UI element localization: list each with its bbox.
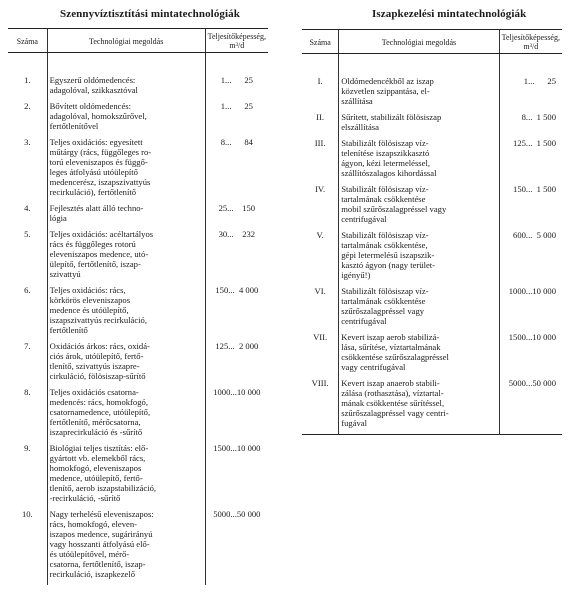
description-line: közvetlen szippantása, el- — [341, 86, 430, 96]
description-line: leges átfolyású utóülepítő — [49, 167, 138, 177]
table-row — [8, 509, 268, 579]
capacity-value: 1... 25 — [205, 75, 268, 95]
left-table-body — [8, 53, 268, 586]
capacity-value: 1500...10 000 — [205, 443, 268, 503]
description-line: elszállítása — [341, 122, 379, 132]
table-row — [8, 443, 268, 503]
description-line: Teljes oxidációs csatorna- — [49, 387, 139, 397]
row-number: III. — [314, 138, 326, 148]
technology-description — [47, 101, 205, 131]
row-number: 6. — [24, 285, 31, 295]
description-line: Nagy terhelésű eleveniszapos: — [49, 509, 154, 519]
description-line: medence, utóülepítő, fertő- — [49, 473, 143, 483]
table-row — [302, 230, 562, 280]
capacity-value: 1... 25 — [205, 101, 268, 131]
technology-description — [47, 75, 205, 95]
description-line: fertőtlenítő — [49, 325, 88, 335]
technology-description — [47, 229, 205, 279]
description-line: medencerész, iszapszivattyús — [49, 177, 151, 187]
capacity-value: 150... 1 500 — [499, 184, 562, 224]
row-number: 4. — [24, 203, 31, 213]
description-line: tartalmának csökkentése, — [341, 240, 428, 250]
description-line: tlenítő, aerob iszapstabilizáció, — [49, 483, 157, 493]
capacity-value: 1500...10 000 — [499, 332, 562, 372]
description-line: és utóülepítővel, mérő- — [49, 549, 130, 559]
description-line: Stabilizált fölösiszap víz- — [341, 184, 429, 194]
description-line: fertőtlenítővel — [49, 121, 99, 131]
description-line: csatornamedence, utóülepítő, — [49, 407, 151, 417]
description-line: Sűrített, stabilizált fölösiszap — [341, 112, 442, 122]
description-line: recirkuláció, iszapkezelő — [49, 569, 136, 579]
row-number: 1. — [24, 75, 31, 85]
technology-description — [47, 341, 205, 381]
row-number: 5. — [24, 229, 31, 239]
capacity-value: 150... 4 000 — [205, 285, 268, 335]
description-line: Kevert iszap aerob stabilizá- — [341, 332, 440, 342]
capacity-value: 1000...10 000 — [499, 286, 562, 326]
table-row — [8, 341, 268, 381]
description-line: adagolóval, homokszűrővel, — [49, 111, 147, 121]
description-line: adagolóval, szikkasztóval — [49, 85, 138, 95]
description-line: Oxidációs árkos: rács, oxidá- — [49, 341, 150, 351]
capacity-value: 8... 84 — [205, 137, 268, 197]
row-number: VII. — [313, 332, 328, 342]
technology-description — [47, 509, 205, 579]
left-table-title: Szennyvíztisztítási mintatechnológiák — [60, 8, 241, 20]
description-line: centrifugával — [341, 214, 387, 224]
description-line: iszapos medence, sugárirányú — [49, 529, 153, 539]
wastewater-technology-table — [8, 28, 268, 585]
technology-description — [47, 137, 205, 197]
capacity-value: 30... 232 — [205, 229, 268, 279]
description-line: -recirkuláció, -sűrítő — [49, 493, 121, 503]
description-line: csatorna, fertőtlenítő, iszap- — [49, 559, 146, 569]
description-line: Bővített oldómedencés: — [49, 101, 132, 111]
table-row — [302, 138, 562, 178]
technology-description — [47, 285, 205, 335]
description-line: rács és függőleges rotorú — [49, 239, 136, 249]
description-line: tartalmának csökkentése — [341, 296, 426, 306]
table-row — [8, 285, 268, 335]
description-line: lógia — [49, 213, 67, 223]
table-row — [302, 378, 562, 428]
description-line: tlenítő, szivattyús iszapre- — [49, 361, 140, 371]
header-technology: Technológiai megoldás — [47, 29, 205, 53]
table-row — [302, 184, 562, 224]
description-line: Teljes oxidációs: egyesített — [49, 137, 143, 147]
description-line: csökkentése szűrőszalagpréssel — [341, 352, 449, 362]
description-line: iszaprecirkuláció és -sűrítő — [49, 427, 143, 437]
description-line: Fejlesztés alatt álló techno- — [49, 203, 144, 213]
description-line: Teljes oxidációs: acéltartályos — [49, 229, 154, 239]
capacity-value: 8... 1 500 — [499, 112, 562, 132]
capacity-value: 25... 150 — [205, 203, 268, 223]
capacity-value: 125... 1 500 — [499, 138, 562, 178]
technology-description — [339, 332, 499, 372]
description-line: Egyszerű oldómedencés: — [49, 75, 136, 85]
technology-description — [47, 443, 205, 503]
description-line: ciós árok, utóülepítő, fertő- — [49, 351, 144, 361]
description-line: Stabilizált fölösiszap víz- — [341, 138, 429, 148]
table-row — [302, 332, 562, 372]
row-number: 7. — [24, 341, 31, 351]
table-row — [302, 76, 562, 106]
row-number: II. — [316, 112, 325, 122]
table-row — [8, 203, 268, 223]
row-number: 3. — [24, 137, 31, 147]
row-number: VIII. — [311, 378, 329, 388]
description-line: szállítószalagos kihordással — [341, 168, 437, 178]
description-line: rács, homokfogó, eleven- — [49, 519, 137, 529]
description-line: Oldómedencékből az iszap — [341, 76, 434, 86]
description-line: medence és utóülepítő, — [49, 305, 129, 315]
table-row — [302, 286, 562, 326]
description-line: szállítása — [341, 96, 373, 106]
table-row — [8, 229, 268, 279]
description-line: vagy centrifugával — [341, 362, 406, 372]
capacity-value: 125... 2 000 — [205, 341, 268, 381]
table-row — [302, 112, 562, 132]
header-capacity: Teljesítőképesség, m³/d — [499, 30, 562, 54]
capacity-value: 1... 25 — [499, 76, 562, 106]
description-line: gyártott vb. elemekből rács, — [49, 453, 146, 463]
table-row — [8, 101, 268, 131]
technology-description — [339, 112, 499, 132]
description-line: körkörös eleveniszapos — [49, 295, 131, 305]
description-line: fertőtlenítő, mérőcsatorna, — [49, 417, 141, 427]
description-line: ágyon, kézi letermeléssel, — [341, 158, 431, 168]
description-line: iszapszivattyús recirkuláció, — [49, 315, 148, 325]
capacity-value: 5000...50 000 — [205, 509, 268, 579]
row-number: V. — [316, 230, 324, 240]
description-line: tartalmának csökkentése — [341, 194, 426, 204]
technology-description — [339, 184, 499, 224]
description-line: kasztó ágyon (nagy terület- — [341, 260, 436, 270]
header-number: Száma — [302, 30, 339, 54]
technology-description — [339, 138, 499, 178]
table-header-row — [302, 30, 562, 54]
technology-description — [339, 76, 499, 106]
description-line: fugával — [341, 418, 368, 428]
header-technology: Technológiai megoldás — [339, 30, 499, 54]
capacity-value: 600... 5 000 — [499, 230, 562, 280]
description-line: műtárgy (rács, függőleges ro- — [49, 147, 152, 157]
description-line: Stabilizált fölösiszap víz- — [341, 230, 429, 240]
description-line: medencés: rács, homokfogó, — [49, 397, 148, 407]
row-number: 2. — [24, 101, 31, 111]
capacity-value: 1000...10 000 — [205, 387, 268, 437]
table-row — [8, 387, 268, 437]
row-number: I. — [317, 76, 323, 86]
row-number: 8. — [24, 387, 31, 397]
description-line: eleveniszapos medence, utó- — [49, 249, 149, 259]
description-line: szűrőszalagpréssel vagy — [341, 306, 425, 316]
technology-description — [339, 286, 499, 326]
technology-description — [47, 203, 205, 223]
table-header-row — [8, 29, 268, 53]
description-line: Biológiai teljes tisztítás: elő- — [49, 443, 149, 453]
row-number: 10. — [21, 509, 33, 519]
table-row — [8, 137, 268, 197]
technology-description — [339, 378, 499, 428]
row-number: 9. — [24, 443, 31, 453]
description-line: recirkuláció), fertőtlenítő — [49, 187, 137, 197]
description-line: vagy hosszanti átfolyású elő- — [49, 539, 150, 549]
description-line: Stabilizált fölösiszap víz- — [341, 286, 429, 296]
description-line: gépi letermelésű iszapszik- — [341, 250, 435, 260]
description-line: zálása (rothasztása), víztartal- — [341, 388, 444, 398]
technology-description — [339, 230, 499, 280]
capacity-value: 5000...50 000 — [499, 378, 562, 428]
description-line: homokfogó, eleveniszapos — [49, 463, 142, 473]
description-line: centrifugával — [341, 316, 387, 326]
description-line: telenítése iszapszikkasztó — [341, 148, 430, 158]
description-line: ülepítő, fertőtlenítő, iszap- — [49, 259, 141, 269]
table-row — [8, 75, 268, 95]
right-table-title: Iszapkezelési mintatechnológiák — [372, 8, 527, 20]
row-number: IV. — [315, 184, 326, 194]
description-line: torú eleveniszapos és függő- — [49, 157, 148, 167]
description-line: szivattyú — [49, 269, 81, 279]
right-table-body — [302, 54, 562, 435]
header-capacity: Teljesítőképesség, m³/d — [205, 29, 268, 53]
sludge-technology-table — [302, 29, 562, 435]
description-line: Teljes oxidációs: rács, — [49, 285, 126, 295]
description-line: cirkuláció, fölösiszap-sűrítő — [49, 371, 146, 381]
description-line: szűrőszalagpréssel vagy centri- — [341, 408, 449, 418]
technology-description — [47, 387, 205, 437]
description-line: lása, sűrítése, víztartalmának — [341, 342, 441, 352]
header-number: Száma — [8, 29, 47, 53]
row-number: VI. — [314, 286, 326, 296]
description-line: mának csökkentése sűrítéssel, — [341, 398, 445, 408]
description-line: mobil szűrőszalagpréssel vagy — [341, 204, 447, 214]
description-line: igényű!) — [341, 270, 371, 280]
description-line: Kevert iszap anaerob stabili- — [341, 378, 440, 388]
